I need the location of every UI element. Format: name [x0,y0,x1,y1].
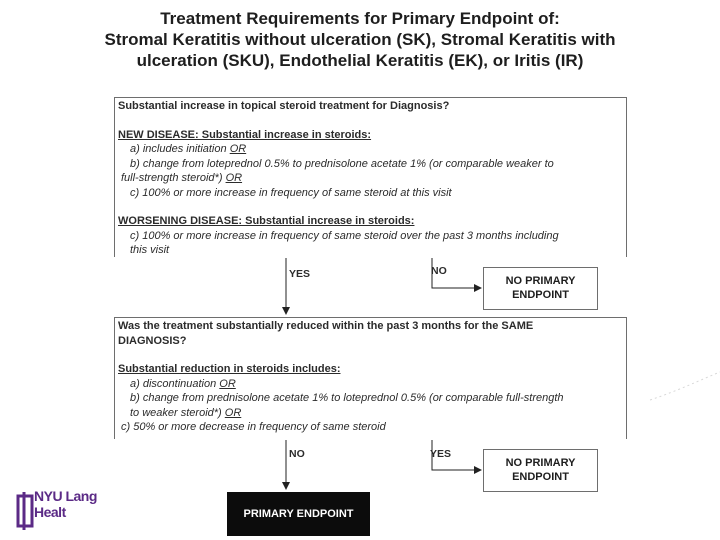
decorative-swoosh [650,372,720,400]
reduction-question-line1: Was the treatment substantially reduced within the past 3 months for the SAME [118,320,534,332]
reduction-item-c: c) 50% or more decrease in frequency of same steroid [121,421,386,433]
new-disease-heading: NEW DISEASE: Substantial increase in steroids: [118,128,372,141]
worsening-item-c-line1: c) 100% or more increase in frequency of same steroid over the past 3 months including [130,229,559,242]
title-line-1: Treatment Requirements for Primary Endpoint of: [160,9,560,28]
yes-label-1: YES [289,268,311,280]
no-label-1: NO [431,265,447,277]
yes-label-2: YES [430,448,452,460]
reduction-item-b-line1: b) change from prednisolone acetate 1% to loteprednol 0.5% (or comparable full-strength [130,392,564,404]
new-disease-item-b-line2: full-strength steroid*) OR [121,172,243,184]
increase-question: Substantial increase in topical steroid treatment for Diagnosis? [118,100,450,112]
reduction-item-b-line2: to weaker steroid*) OR [130,406,242,419]
logo-wordmark: NYU Lang Healt [34,488,97,520]
no-label-2: NO [289,448,305,460]
worsening-disease-heading: WORSENING DISEASE: Substantial increase in steroids: [118,215,415,227]
new-disease-item-c: c) 100% or more increase in frequency of same steroid at this visit [130,186,452,199]
reduction-question-line2: DIAGNOSIS? [118,334,187,347]
new-disease-item-b-line1: b) change from loteprednol 0.5% to prednisolone acetate 1% (or comparable weaker to [130,157,554,170]
no-primary-endpoint-box-2: NO PRIMARY ENDPOINT [483,449,598,492]
primary-endpoint-box: PRIMARY ENDPOINT [227,492,370,536]
reduction-item-a: a) discontinuation OR [130,377,236,390]
new-disease-item-a: a) includes initiation OR [130,143,247,155]
title-line-2: Stromal Keratitis without ulceration (SK), Stromal Keratitis with [104,30,616,49]
no-primary-endpoint-box-1: NO PRIMARY ENDPOINT [483,267,598,310]
title-line-3: ulceration (SKU), Endothelial Keratitis (EK), or Iritis (IR) [136,51,584,70]
reduction-heading: Substantial reduction in steroids includes: [118,363,341,375]
worsening-item-c-line2: this visit [130,244,170,256]
